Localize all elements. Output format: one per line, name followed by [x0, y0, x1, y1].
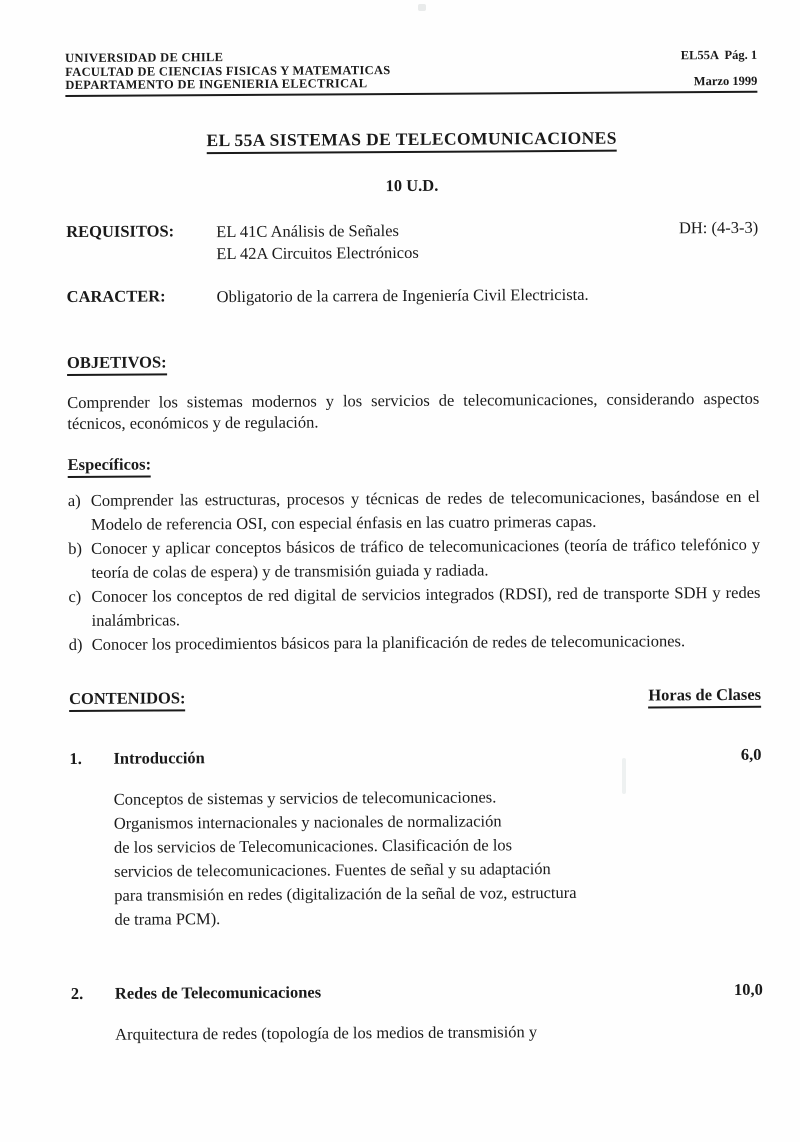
caracter-text: Obligatorio de la carrera de Ingeniería Civil Electricista.	[216, 284, 589, 306]
caracter-label: CARACTER:	[66, 285, 166, 306]
contenidos-item	[69, 744, 762, 931]
contenidos-item-head	[71, 979, 763, 1003]
list-item-text: Conocer los procedimientos básicos para la planificación de redes de telecomunicaciones.	[91, 630, 686, 654]
header-meta-block	[681, 48, 758, 89]
hours-heading: Horas de Clases	[648, 684, 761, 708]
item-title: Redes de Telecomunicaciones	[114, 981, 322, 1003]
course-page-number: EL55A Pág. 1	[680, 47, 758, 63]
contenidos-header-row	[69, 684, 761, 711]
item-description	[115, 1018, 763, 1046]
title-block	[66, 126, 758, 154]
list-item	[68, 484, 760, 536]
institution-line-faculty: FACULTAD DE CIENCIAS FISICAS Y MATEMATICAS	[65, 62, 391, 79]
item-number: 1.	[69, 748, 82, 768]
description-line: Arquitectura de redes (topología de los medios de transmisión y	[115, 1021, 538, 1044]
requisitos-label: REQUISITOS:	[66, 220, 175, 241]
contenidos-heading: CONTENIDOS:	[69, 688, 186, 712]
item-number: 2.	[70, 983, 84, 1003]
requisito-item: EL 42A Circuitos Electrónicos	[216, 242, 419, 263]
list-item-text: Conocer los conceptos de red digital de servicios integrados (RDSI), red de transporte SDH y redes inalámbricas.	[91, 582, 761, 630]
especificos-heading-wrap	[68, 450, 760, 477]
caracter-section	[67, 282, 759, 308]
especificos-list	[68, 484, 761, 656]
document-date: Marzo 1999	[693, 73, 758, 88]
course-title: EL 55A SISTEMAS DE TELECOMUNICACIONES	[206, 127, 616, 154]
objetivos-general-paragraph: Comprender los sistemas modernos y los servicios de telecomunicaciones, considerando aspectos técnicos, económicos y de regulación.	[67, 388, 760, 433]
list-item-text: Conocer y aplicar conceptos básicos de tráfico de telecomunicaciones (teoría de tráfico telefónico y teoría de colas de espera) y de transmisión guiada y radiada.	[91, 534, 761, 582]
contenidos-item-head	[69, 744, 761, 768]
item-title: Introducción	[113, 747, 205, 768]
item-hours: 10,0	[733, 979, 763, 999]
description-line: servicios de telecomunicaciones. Fuentes de señal y su adaptación	[114, 858, 551, 881]
objetivos-heading: OBJETIVOS:	[67, 352, 167, 376]
description-line: Conceptos de sistemas y servicios de telecomunicaciones.	[113, 786, 497, 809]
list-item-marker: d)	[68, 634, 83, 654]
institution-block	[65, 50, 391, 92]
objetivos-heading-wrap	[67, 348, 759, 375]
page-header	[65, 48, 757, 93]
list-item-marker: c)	[68, 586, 82, 606]
course-credits: 10 U.D.	[385, 175, 439, 195]
institution-line-university: UNIVERSIDAD DE CHILE	[65, 50, 224, 66]
item-hours: 6,0	[740, 744, 762, 764]
list-item	[68, 532, 760, 584]
especificos-heading: Específicos:	[68, 454, 152, 478]
requisitos-list	[216, 218, 679, 265]
list-item	[69, 628, 761, 656]
dh-value: DH: (4-3-3)	[678, 217, 759, 237]
requisitos-section	[66, 217, 758, 265]
requisito-item: EL 41C Análisis de Señales	[216, 220, 399, 241]
description-line: de los servicios de Telecomunicaciones. Clasificación de los	[113, 834, 513, 857]
description-line: de trama PCM).	[114, 908, 221, 929]
description-line: Organismos internacionales y nacionales de normalización	[113, 810, 502, 833]
description-line: para transmisión en redes (digitalización de la señal de voz, estructura	[114, 882, 577, 905]
institution-line-department: DEPARTAMENTO DE INGENIERIA ELECTRICAL	[65, 76, 368, 93]
item-description	[114, 783, 763, 931]
list-item-marker: a)	[67, 490, 81, 510]
list-item-text: Comprender las estructuras, procesos y técnicas de redes de telecomunicaciones, basándose en el Modelo de referencia OSI, con especial énfasis en las cuatro primeras capas.	[90, 486, 760, 534]
list-item	[68, 580, 760, 632]
contenidos-item	[71, 979, 763, 1046]
list-item-marker: b)	[68, 538, 82, 558]
